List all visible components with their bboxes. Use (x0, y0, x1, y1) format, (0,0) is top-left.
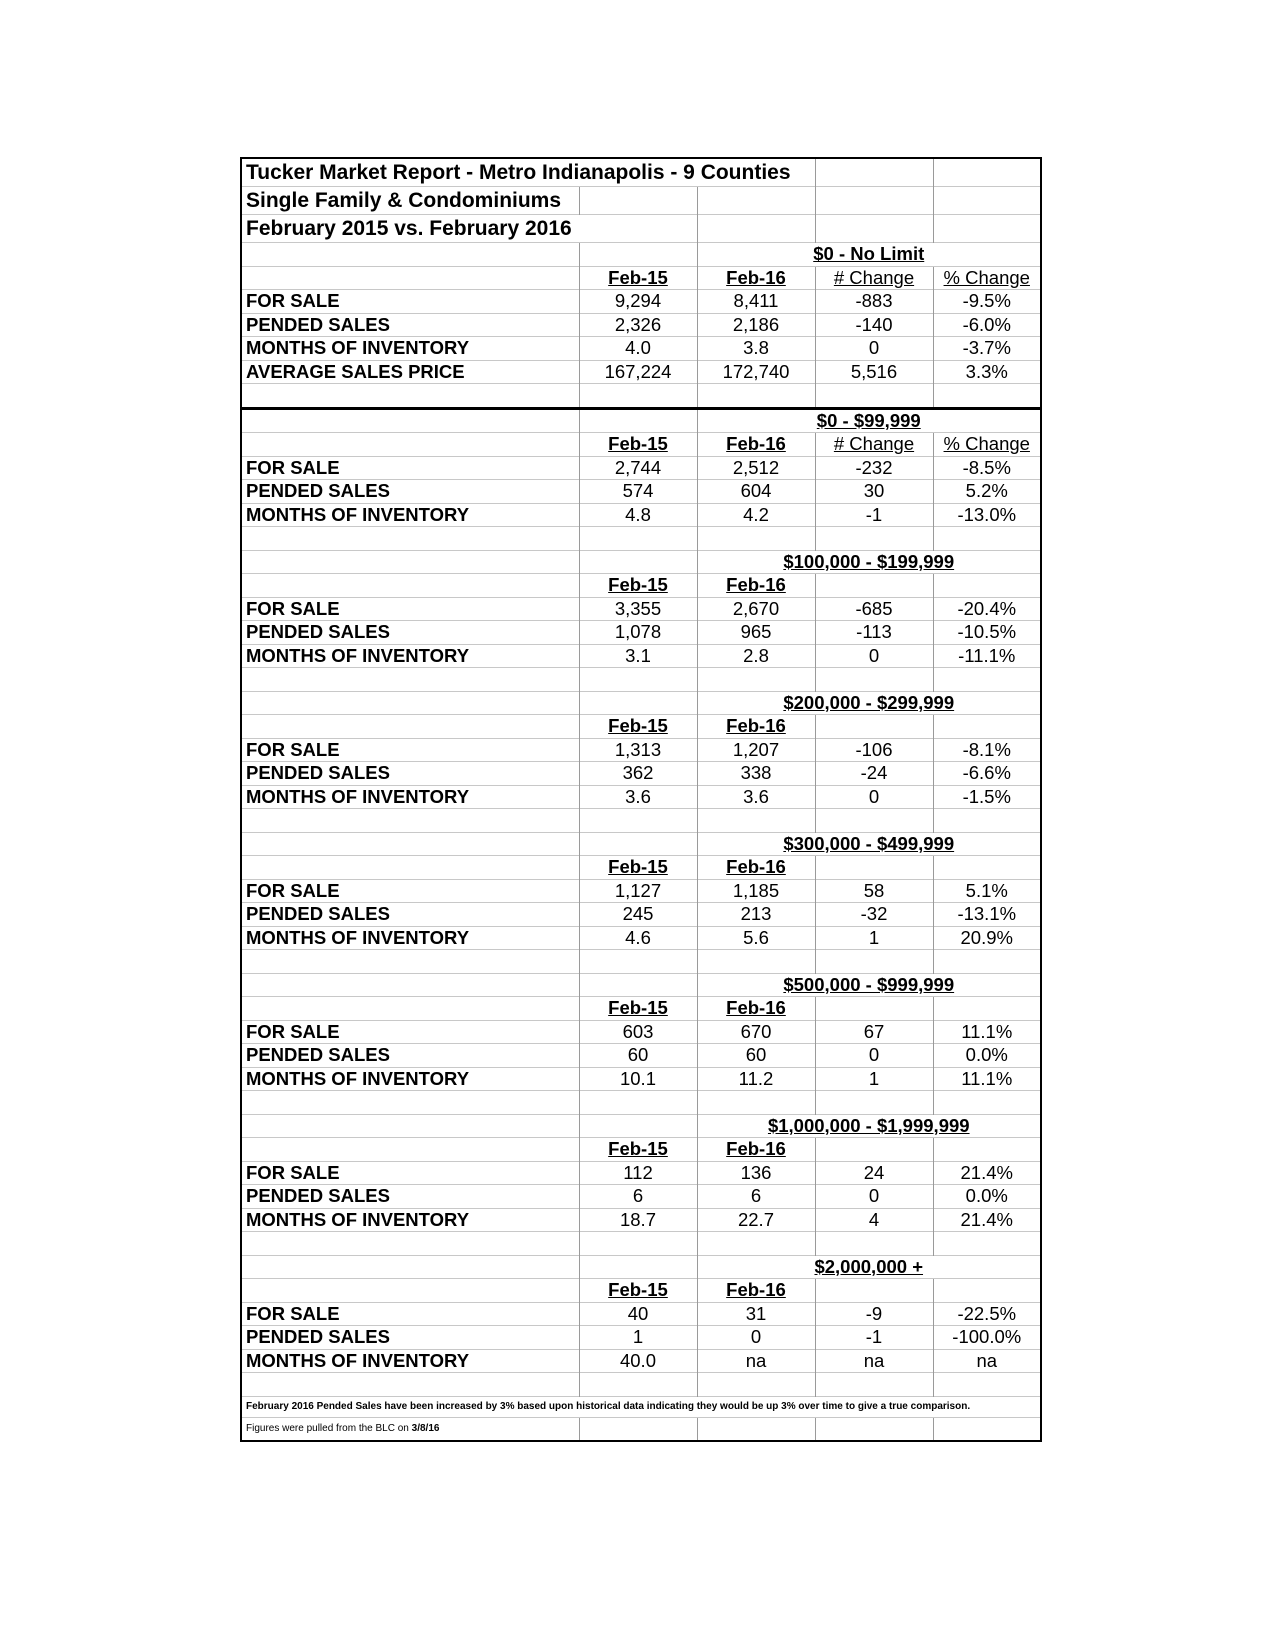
header-feb16: Feb-16 (697, 433, 815, 457)
value-pct-change: 11.1% (933, 1067, 1040, 1091)
report-title: Tucker Market Report - Metro Indianapolis - 9 Counties (246, 160, 791, 184)
column-header-row (242, 1279, 1040, 1303)
value-feb15: 3.1 (579, 644, 697, 668)
spacer-row (242, 1232, 1040, 1256)
source-note-prefix: Figures were pulled from the BLC on (246, 1422, 412, 1434)
table-row (242, 1208, 1040, 1232)
metric-label: MONTHS OF INVENTORY (242, 1349, 579, 1373)
price-range-row (242, 408, 1040, 433)
value-num-change: 0 (815, 644, 933, 668)
metric-label: AVERAGE SALES PRICE (242, 360, 579, 384)
value-pct-change: 3.3% (933, 360, 1040, 384)
value-num-change: 30 (815, 480, 933, 504)
price-range-label: $100,000 - $199,999 (697, 550, 1040, 574)
metric-label: MONTHS OF INVENTORY (242, 1208, 579, 1232)
value-feb16: 2,670 (697, 597, 815, 621)
table-row (242, 903, 1040, 927)
value-pct-change: 11.1% (933, 1020, 1040, 1044)
metric-label: PENDED SALES (242, 1326, 579, 1350)
metric-label: FOR SALE (242, 456, 579, 480)
value-feb16: 2.8 (697, 644, 815, 668)
value-pct-change: -8.1% (933, 738, 1040, 762)
source-note (242, 1417, 579, 1440)
value-feb15: 4.6 (579, 926, 697, 950)
report-period: February 2015 vs. February 2016 (242, 215, 697, 243)
footnote: February 2016 Pended Sales have been increased by 3% based upon historical data indicating they would be up 3% over time to give a true comparison. (242, 1396, 1040, 1417)
table-row (242, 785, 1040, 809)
metric-label: FOR SALE (242, 1020, 579, 1044)
value-num-change: 1 (815, 1067, 933, 1091)
header-feb16: Feb-16 (697, 856, 815, 880)
table-row (242, 503, 1040, 527)
value-feb16: 213 (697, 903, 815, 927)
metric-label: MONTHS OF INVENTORY (242, 785, 579, 809)
spacer-row (242, 1373, 1040, 1397)
value-num-change: -883 (815, 290, 933, 314)
value-pct-change: -20.4% (933, 597, 1040, 621)
price-range-row (242, 550, 1040, 574)
metric-label: MONTHS OF INVENTORY (242, 926, 579, 950)
value-feb16: 2,186 (697, 313, 815, 337)
value-pct-change: 5.2% (933, 480, 1040, 504)
value-feb16: 3.6 (697, 785, 815, 809)
value-feb15: 3.6 (579, 785, 697, 809)
value-num-change: -32 (815, 903, 933, 927)
price-range-label: $200,000 - $299,999 (697, 691, 1040, 715)
price-range-row (242, 1114, 1040, 1138)
value-feb16: 2,512 (697, 456, 815, 480)
table-row (242, 337, 1040, 361)
value-pct-change: 0.0% (933, 1044, 1040, 1068)
title-row (242, 159, 1040, 187)
value-pct-change: -6.6% (933, 762, 1040, 786)
price-range-label: $0 - $99,999 (697, 408, 1040, 433)
header-feb15: Feb-15 (579, 997, 697, 1021)
metric-label: MONTHS OF INVENTORY (242, 1067, 579, 1091)
value-feb16: 965 (697, 621, 815, 645)
header-num-change: # Change (815, 266, 933, 290)
metric-label: PENDED SALES (242, 1185, 579, 1209)
value-feb15: 2,744 (579, 456, 697, 480)
value-feb15: 112 (579, 1161, 697, 1185)
value-feb15: 9,294 (579, 290, 697, 314)
value-num-change: -232 (815, 456, 933, 480)
header-feb16: Feb-16 (697, 574, 815, 598)
table-row (242, 1161, 1040, 1185)
column-header-row (242, 574, 1040, 598)
value-pct-change: -10.5% (933, 621, 1040, 645)
metric-label: MONTHS OF INVENTORY (242, 337, 579, 361)
metric-label: PENDED SALES (242, 480, 579, 504)
value-feb16: 338 (697, 762, 815, 786)
value-pct-change: -6.0% (933, 313, 1040, 337)
metric-label: PENDED SALES (242, 621, 579, 645)
footnote-row (242, 1396, 1040, 1417)
spacer-row (242, 1091, 1040, 1115)
header-feb15: Feb-15 (579, 266, 697, 290)
value-num-change: 0 (815, 1185, 933, 1209)
value-pct-change: -9.5% (933, 290, 1040, 314)
value-feb15: 1,078 (579, 621, 697, 645)
value-num-change: 24 (815, 1161, 933, 1185)
price-range-label: $1,000,000 - $1,999,999 (697, 1114, 1040, 1138)
value-pct-change: 5.1% (933, 879, 1040, 903)
value-num-change: 58 (815, 879, 933, 903)
header-feb16: Feb-16 (697, 1279, 815, 1303)
header-feb15: Feb-15 (579, 1138, 697, 1162)
table-row (242, 1044, 1040, 1068)
header-feb16: Feb-16 (697, 715, 815, 739)
value-pct-change: 20.9% (933, 926, 1040, 950)
value-feb16: 172,740 (697, 360, 815, 384)
value-feb15: 40.0 (579, 1349, 697, 1373)
value-feb15: 60 (579, 1044, 697, 1068)
value-num-change: -140 (815, 313, 933, 337)
value-pct-change: 0.0% (933, 1185, 1040, 1209)
source-row (242, 1417, 1040, 1440)
value-feb16: 4.2 (697, 503, 815, 527)
header-feb15: Feb-15 (579, 574, 697, 598)
value-num-change: -24 (815, 762, 933, 786)
value-feb15: 40 (579, 1302, 697, 1326)
value-num-change: 0 (815, 1044, 933, 1068)
value-feb16: 136 (697, 1161, 815, 1185)
value-feb16: 670 (697, 1020, 815, 1044)
header-num-change: # Change (815, 433, 933, 457)
value-feb15: 10.1 (579, 1067, 697, 1091)
table-row (242, 1185, 1040, 1209)
value-pct-change: na (933, 1349, 1040, 1373)
header-feb15: Feb-15 (579, 1279, 697, 1303)
column-header-row (242, 856, 1040, 880)
column-header-row (242, 1138, 1040, 1162)
table-row (242, 313, 1040, 337)
value-feb15: 1 (579, 1326, 697, 1350)
table-row (242, 762, 1040, 786)
value-feb15: 4.8 (579, 503, 697, 527)
header-feb15: Feb-15 (579, 715, 697, 739)
value-feb15: 1,127 (579, 879, 697, 903)
value-num-change: 0 (815, 337, 933, 361)
header-pct-change: % Change (933, 266, 1040, 290)
metric-label: FOR SALE (242, 1161, 579, 1185)
table-row (242, 879, 1040, 903)
header-feb15: Feb-15 (579, 433, 697, 457)
value-pct-change: -13.1% (933, 903, 1040, 927)
table-row (242, 1067, 1040, 1091)
value-feb16: 22.7 (697, 1208, 815, 1232)
header-feb16: Feb-16 (697, 1138, 815, 1162)
source-note-date: 3/8/16 (411, 1422, 440, 1434)
spacer-row (242, 668, 1040, 692)
value-num-change: -1 (815, 1326, 933, 1350)
header-feb16: Feb-16 (697, 266, 815, 290)
value-feb16: 0 (697, 1326, 815, 1350)
value-feb16: 604 (697, 480, 815, 504)
column-header-row (242, 715, 1040, 739)
value-feb16: na (697, 1349, 815, 1373)
value-num-change: -106 (815, 738, 933, 762)
metric-label: FOR SALE (242, 1302, 579, 1326)
table-row (242, 1020, 1040, 1044)
value-pct-change: -1.5% (933, 785, 1040, 809)
price-range-label: $2,000,000 + (697, 1255, 1040, 1279)
value-feb15: 245 (579, 903, 697, 927)
subtitle-row (242, 187, 1040, 215)
value-pct-change: 21.4% (933, 1208, 1040, 1232)
value-num-change: na (815, 1349, 933, 1373)
metric-label: FOR SALE (242, 597, 579, 621)
period-row (242, 215, 1040, 243)
metric-label: PENDED SALES (242, 313, 579, 337)
value-feb15: 574 (579, 480, 697, 504)
value-pct-change: -8.5% (933, 456, 1040, 480)
spacer-row (242, 384, 1040, 409)
value-pct-change: -100.0% (933, 1326, 1040, 1350)
value-feb16: 3.8 (697, 337, 815, 361)
header-pct-change: % Change (933, 433, 1040, 457)
value-feb16: 11.2 (697, 1067, 815, 1091)
value-feb16: 5.6 (697, 926, 815, 950)
value-feb15: 3,355 (579, 597, 697, 621)
price-range-label: $300,000 - $499,999 (697, 832, 1040, 856)
column-header-row (242, 266, 1040, 290)
value-num-change: -113 (815, 621, 933, 645)
spacer-row (242, 950, 1040, 974)
spacer-row (242, 809, 1040, 833)
market-report-sheet (240, 157, 1042, 1442)
table-row (242, 1326, 1040, 1350)
table-row (242, 360, 1040, 384)
metric-label: PENDED SALES (242, 762, 579, 786)
value-pct-change: -3.7% (933, 337, 1040, 361)
value-num-change: -1 (815, 503, 933, 527)
column-header-row (242, 433, 1040, 457)
report-subtitle: Single Family & Condominiums (242, 187, 579, 215)
header-feb15: Feb-15 (579, 856, 697, 880)
metric-label: FOR SALE (242, 290, 579, 314)
table-row (242, 1349, 1040, 1373)
value-num-change: -685 (815, 597, 933, 621)
metric-label: FOR SALE (242, 738, 579, 762)
value-feb15: 2,326 (579, 313, 697, 337)
report-table (242, 159, 1040, 1440)
price-range-row (242, 973, 1040, 997)
header-feb16: Feb-16 (697, 997, 815, 1021)
value-num-change: -9 (815, 1302, 933, 1326)
value-pct-change: -11.1% (933, 644, 1040, 668)
value-feb15: 603 (579, 1020, 697, 1044)
value-num-change: 67 (815, 1020, 933, 1044)
value-num-change: 1 (815, 926, 933, 950)
table-row (242, 738, 1040, 762)
price-range-label: $0 - No Limit (697, 243, 1040, 267)
metric-label: PENDED SALES (242, 903, 579, 927)
metric-label: PENDED SALES (242, 1044, 579, 1068)
value-feb15: 362 (579, 762, 697, 786)
value-num-change: 4 (815, 1208, 933, 1232)
price-range-row (242, 1255, 1040, 1279)
price-range-label: $500,000 - $999,999 (697, 973, 1040, 997)
table-row (242, 456, 1040, 480)
spacer-row (242, 527, 1040, 551)
value-num-change: 0 (815, 785, 933, 809)
value-num-change: 5,516 (815, 360, 933, 384)
column-header-row (242, 997, 1040, 1021)
value-feb16: 1,185 (697, 879, 815, 903)
value-feb16: 8,411 (697, 290, 815, 314)
table-row (242, 621, 1040, 645)
metric-label: FOR SALE (242, 879, 579, 903)
value-feb15: 1,313 (579, 738, 697, 762)
table-row (242, 644, 1040, 668)
value-feb15: 4.0 (579, 337, 697, 361)
value-feb15: 6 (579, 1185, 697, 1209)
value-feb16: 6 (697, 1185, 815, 1209)
value-feb15: 18.7 (579, 1208, 697, 1232)
metric-label: MONTHS OF INVENTORY (242, 503, 579, 527)
table-row (242, 480, 1040, 504)
table-row (242, 290, 1040, 314)
value-feb16: 1,207 (697, 738, 815, 762)
value-pct-change: 21.4% (933, 1161, 1040, 1185)
price-range-row (242, 691, 1040, 715)
price-range-row (242, 243, 1040, 267)
price-range-row (242, 832, 1040, 856)
table-row (242, 597, 1040, 621)
value-pct-change: -22.5% (933, 1302, 1040, 1326)
value-pct-change: -13.0% (933, 503, 1040, 527)
metric-label: MONTHS OF INVENTORY (242, 644, 579, 668)
value-feb15: 167,224 (579, 360, 697, 384)
table-row (242, 1302, 1040, 1326)
value-feb16: 60 (697, 1044, 815, 1068)
table-row (242, 926, 1040, 950)
value-feb16: 31 (697, 1302, 815, 1326)
